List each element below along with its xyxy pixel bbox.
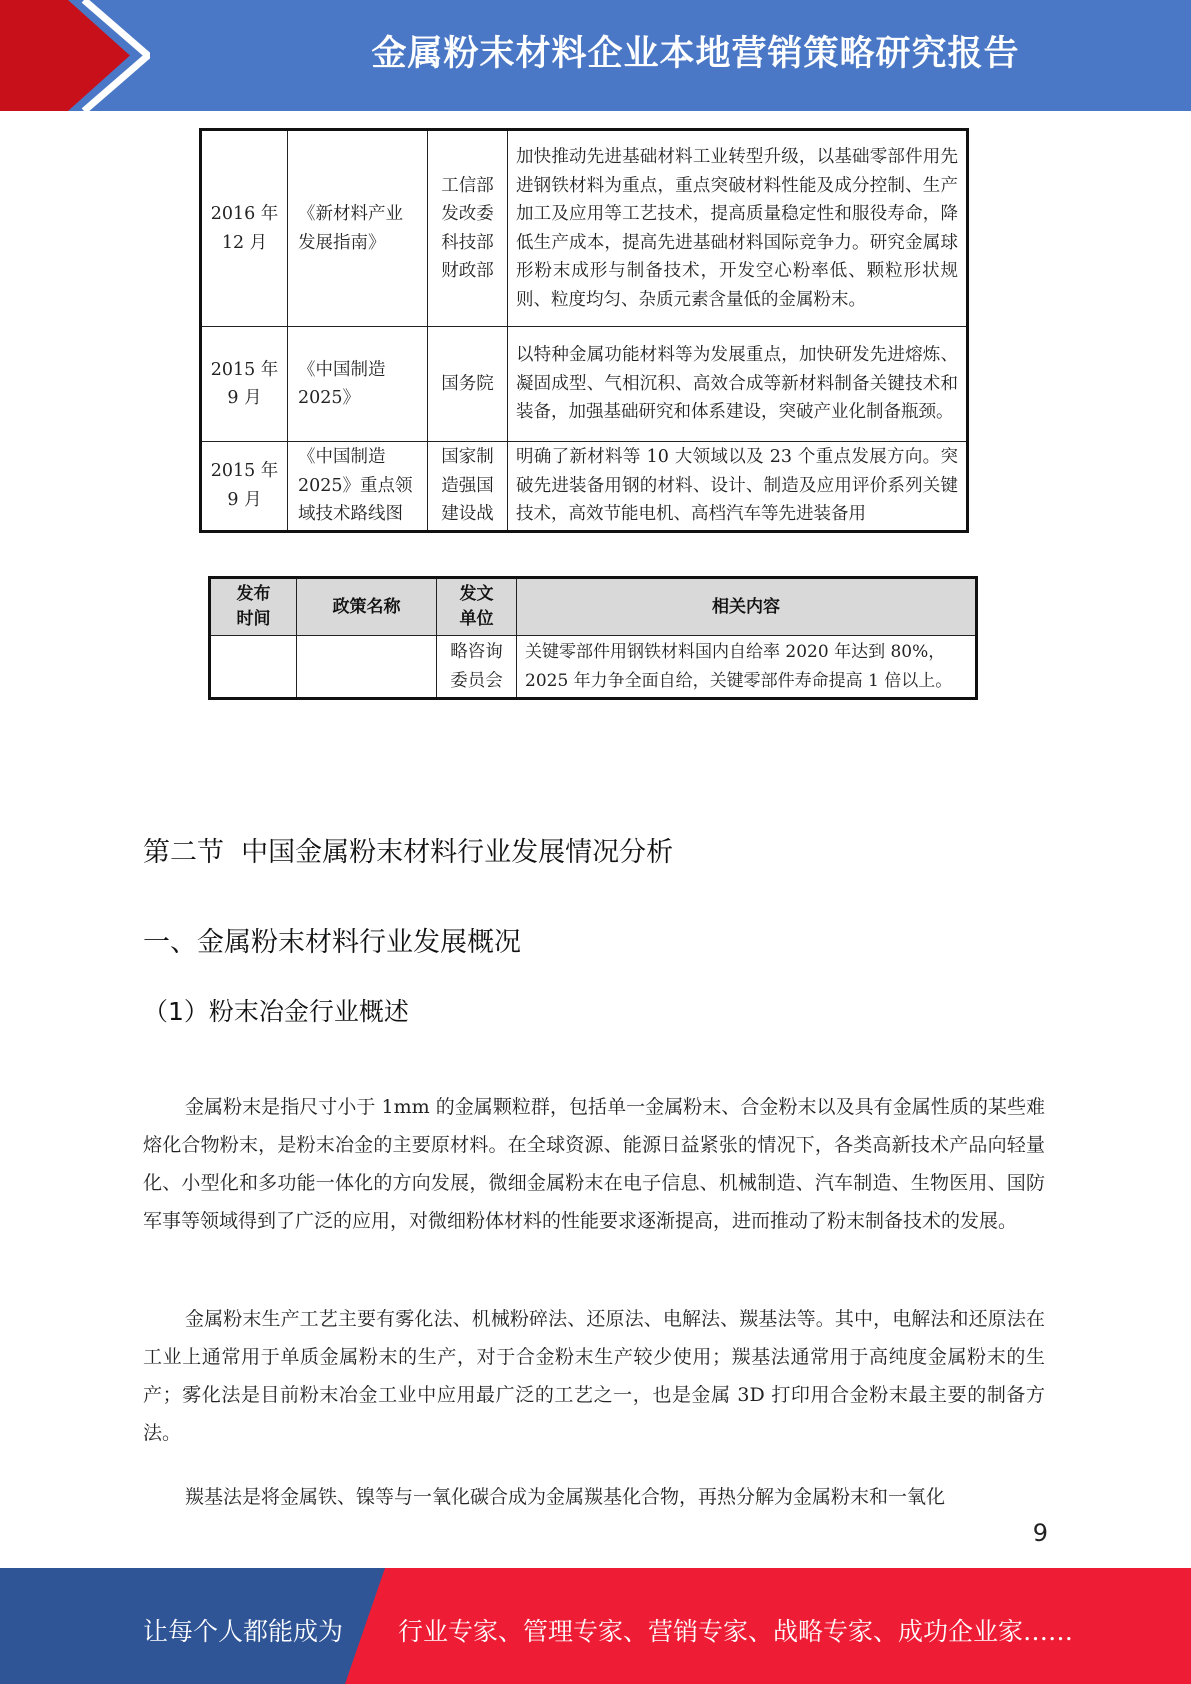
header-title: 金属粉末材料企业本地营销策略研究报告 (371, 34, 1020, 74)
row-date: 2015 年 9 月 (201, 442, 288, 532)
row-issuer: 工信部 发改委 科技部 财政部 (428, 130, 508, 327)
header-red-arrow-icon (0, 0, 150, 111)
header-date: 发布 时间 (210, 578, 297, 636)
row-date: 2016 年 12 月 (201, 130, 288, 327)
header-policy-name: 政策名称 (297, 578, 437, 636)
row-content: 明确了新材料等 10 大领域以及 23 个重点发展方向。突破先进装备用钢的材料、设计、制造及应用评价系列关键技术，高效节能电机、高档汽车等先进装备用 (508, 442, 968, 532)
header-issuer: 发文 单位 (437, 578, 517, 636)
row-policy-name (297, 636, 437, 699)
row-content: 关键零部件用钢铁材料国内自给率 2020 年达到 80%， 2025 年力争全面自给，关键零部件寿命提高 1 倍以上。 (517, 636, 977, 699)
row-date (210, 636, 297, 699)
subsection-title: 一、金属粉末材料行业发展概况 (143, 927, 521, 958)
table-row (201, 442, 968, 532)
row-date: 2015 年 9 月 (201, 327, 288, 442)
footer-slogan-right: 行业专家、管理专家、营销专家、战略专家、成功企业家…… (398, 1617, 1074, 1646)
paragraph: 金属粉末生产工艺主要有雾化法、机械粉碎法、还原法、电解法、羰基法等。其中，电解法和还原法在工业上通常用于单质金属粉末的生产，对于合金粉末生产较少使用；羰基法通常用于高纯度金属粉末的生产；雾化法是目前粉末冶金工业中应用最广泛的工艺之一，也是金属 3D 打印用合金粉末最主要的制备方法。 (143, 1308, 1045, 1444)
row-policy-name: 《中国制造 2025》 (288, 327, 428, 442)
paragraph: 羰基法是将金属铁、镍等与一氧化碳合成为金属羰基化合物，再热分解为金属粉末和一氧化 (185, 1486, 946, 1508)
table-row (201, 130, 968, 327)
table-header-row (210, 578, 977, 636)
policy-table (199, 128, 969, 533)
row-issuer: 国务院 (428, 327, 508, 442)
row-policy-name: 《中国制造 2025》重点领 域技术路线图 (288, 442, 428, 532)
table-row (210, 636, 977, 699)
header-bar (0, 0, 1191, 111)
paragraph: 金属粉末是指尺寸小于 1mm 的金属颗粒群，包括单一金属粉末、合金粉末以及具有金属性质的某些难熔化合物粉末，是粉末冶金的主要原材料。在全球资源、能源日益紧张的情况下，各类高新技术产品向轻量化、小型化和多功能一体化的方向发展，微细金属粉末在电子信息、机械制造、汽车制造、生物医用、国防军事等领域得到了广泛的应用，对微细粉体材料的性能要求逐渐提高，进而推动了粉末制备技术的发展。 (143, 1096, 1045, 1232)
sub-subsection-title: （1）粉末冶金行业概述 (143, 997, 409, 1026)
page-number: 9 (1032, 1519, 1048, 1547)
row-content: 加快推动先进基础材料工业转型升级，以基础零部件用先进钢铁材料为重点，重点突破材料性能及成分控制、生产加工及应用等工艺技术，提高质量稳定性和服役寿命，降低生产成本，提高先进基础材料国际竞争力。研究金属球形粉末成形与制备技术，开发空心粉率低、颗粒形状规则、粒度均匀、杂质元素含量低的金属粉末。 (508, 130, 968, 327)
row-issuer: 略咨询 委员会 (437, 636, 517, 699)
row-policy-name: 《新材料产业 发展指南》 (288, 130, 428, 327)
row-content: 以特种金属功能材料等为发展重点，加快研发先进熔炼、凝固成型、气相沉积、高效合成等新材料制备关键技术和装备，加强基础研究和体系建设，突破产业化制备瓶颈。 (508, 327, 968, 442)
policy-table-continued (208, 576, 978, 700)
footer-slogan-left: 让每个人都能成为 (143, 1617, 344, 1646)
header-content: 相关内容 (517, 578, 977, 636)
table-row (201, 327, 968, 442)
section-title: 第二节 中国金属粉末材料行业发展情况分析 (143, 837, 674, 868)
row-issuer: 国家制 造强国 建设战 (428, 442, 508, 532)
